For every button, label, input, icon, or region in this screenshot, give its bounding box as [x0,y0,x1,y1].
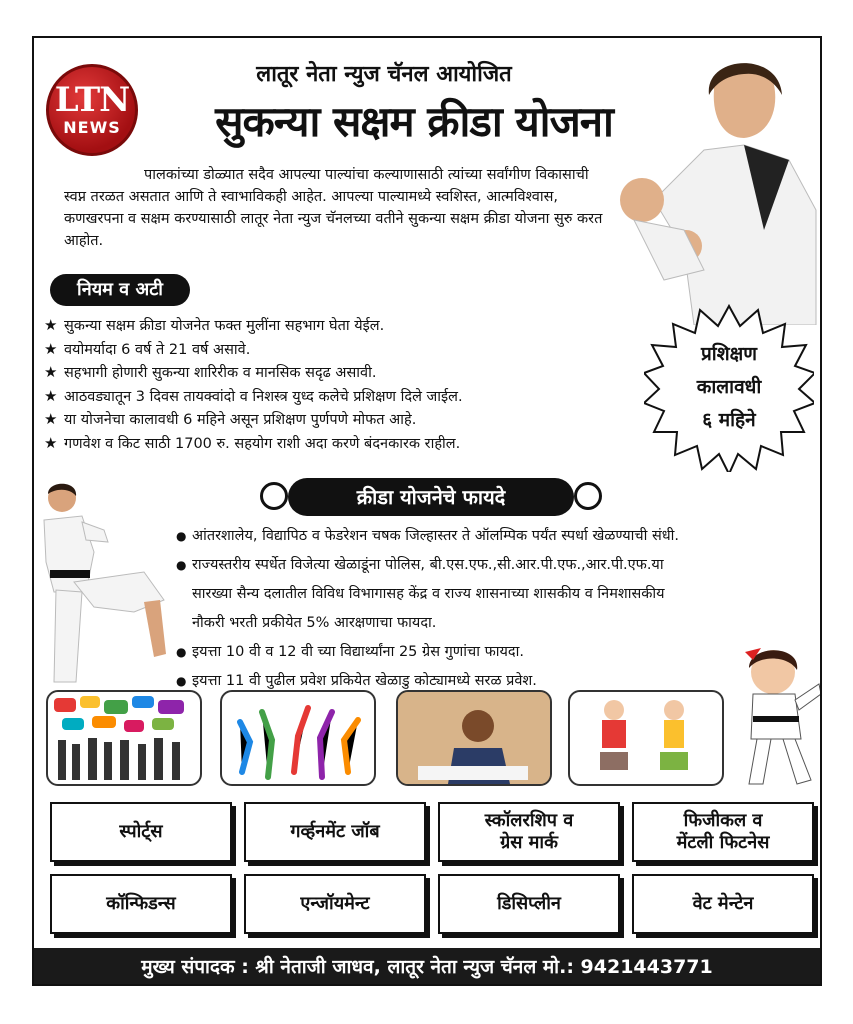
photo-fitness-kids [568,690,724,786]
cartoon-karate-girl [731,644,821,790]
bullet-icon: ● [176,674,187,688]
rule-item: ★ सुकन्या सक्षम क्रीडा योजनेत फक्त मुलींना सहभाग घेता येईल. [44,314,644,338]
circle-ornament-left [260,482,288,510]
logo-main-text: LTN [54,80,130,120]
poster [32,36,822,986]
benefit-item: ● इयत्ता 10 वी व 12 वी च्या विद्यार्थ्यांना 25 ग्रेस गुणांचा फायदा. [174,638,822,667]
photo-student-studying [396,690,552,786]
rule-item: ★ सहभागी होणारी सुकन्या शारिरीक व मानसिक सदृढ असावी. [44,361,644,385]
rule-item: ★ गणवेश व किट साठी 1700 रु. सहयोग राशी अदा करणे बंदनकारक राहील. [44,432,644,456]
badge-line-1: प्रशिक्षण [700,343,757,365]
star-icon: ★ [44,433,58,452]
benefits-list [174,522,822,696]
rule-item: ★ वयोमर्यादा 6 वर्ष ते 21 वर्ष असावे. [44,338,644,362]
circle-ornament-right [574,482,602,510]
rule-item: ★ आठवड्यातून 3 दिवस तायक्वांदो व निशस्त्र युध्द कलेचे प्रशिक्षण दिले जाईल. [44,385,644,409]
benefit-item: ● इयत्ता 11 वी पुढील प्रवेश प्रकियेत खेळाडु कोट्यामध्ये सरळ प्रवेश. [174,667,822,696]
badge-line-3: ६ महिने [702,409,756,431]
photo-social-icons [46,690,202,786]
bullet-icon: ● [176,558,187,572]
box-scholarship: स्कॉलरशिप व ग्रेस मार्क [438,802,620,862]
star-icon: ★ [44,316,58,334]
photo-dancers [220,690,376,786]
benefit-item: ● आंतरशालेय, विद्यापिठ व फेडरेशन चषक जिल्हास्तर ते ऑलम्पिक पर्यंत स्पर्धा खेळण्याची संधी. [174,522,822,551]
rules-list [44,314,644,455]
ltn-news-logo [46,64,138,156]
bullet-icon: ● [176,645,187,659]
star-icon: ★ [44,386,58,405]
rules-heading: नियम व अटी [50,274,190,306]
box-enjoyment: एन्जॉयमेन्ट [244,874,426,934]
benefits-heading: क्रीडा योजनेचे फायदे [288,478,574,516]
star-icon: ★ [44,339,58,358]
footer-bar: मुख्य संपादक : श्री नेताजी जाधव, लातूर नेता न्युज चॅनल मो.: 9421443771 [34,948,820,986]
logo-sub-text: NEWS [63,118,121,137]
star-icon: ★ [44,410,58,428]
benefit-item: ● राज्यस्तरीय स्पर्धेत विजेत्या खेळाडूंना पोलिस, बी.एस.एफ.,सी.आर.पी.एफ.,आर.पी.एफ.या सारख्या सैन्य दलातील विविध विभागासह केंद्र व राज्य शासनाच्या शासकीय व निमशासकीय नौकरी भरती प्रकीयेत 5% आरक्षणाचा फायदा. [174,551,822,638]
box-discipline: डिसिप्लीन [438,874,620,934]
box-sports: स्पोर्ट्स [50,802,232,862]
box-weight-maintain: वेट मेन्टेन [632,874,814,934]
kicking-boy-illustration [34,482,174,692]
page-title: सुकन्या सक्षम क्रीडा योजना [215,97,613,146]
box-confidence: कॉन्फिडन्स [50,874,232,934]
taekwondo-boy-illustration [594,50,819,325]
intro-paragraph: पालकांच्या डोळ्यात सदैव आपल्या पाल्यांचा कल्याणासाठी त्यांच्या सर्वांगीण विकासाची स्वप्न तरळत असतात आणि ते स्वाभाविकही आहेत. आपल्या पाल्यामध्ये स्वशिस्त, आत्मविश्वास, कणखरपना व सक्षम करण्यासाठी लातूर नेता न्युज चॅनलच्या वतीने सुकन्या सक्षम क्रीडा योजना सुरु करत आहोत. [64,167,603,249]
bullet-icon: ● [176,529,187,543]
badge-text [644,338,814,437]
rule-item: ★ या योजनेचा कालावधी 6 महिने असून प्रशिक्षण पुर्णपणे मोफत आहे. [44,408,644,432]
box-fitness: फिजीकल व मेंटली फिटनेस [632,802,814,862]
badge-line-2: कालावधी [696,376,762,398]
star-icon: ★ [44,363,58,381]
subtitle: लातूर नेता न्युज चॅनल आयोजित [256,62,512,87]
box-government-job: गर्व्हनमेंट जॉब [244,802,426,862]
